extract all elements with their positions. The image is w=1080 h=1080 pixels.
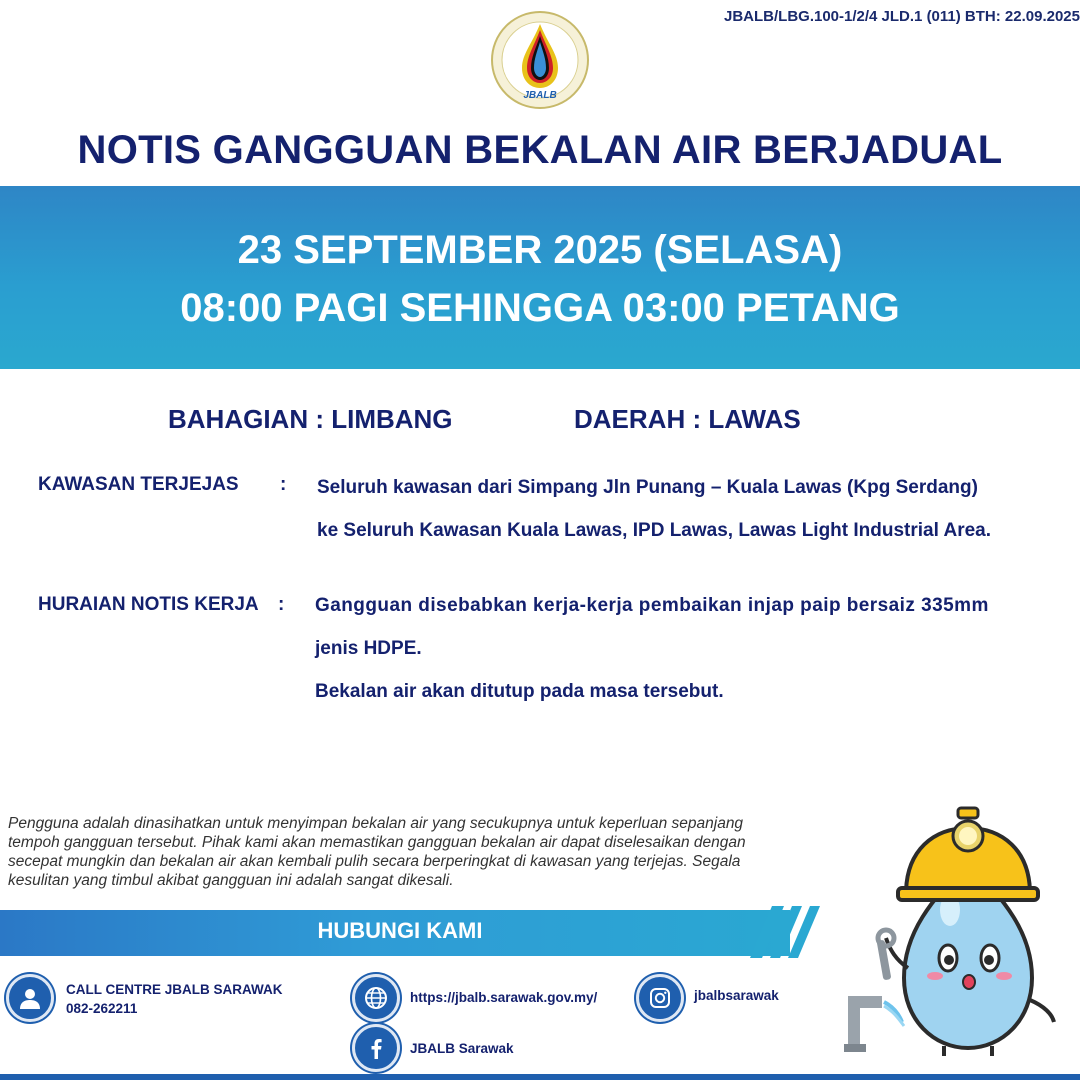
affected-area-label: KAWASAN TERJEJAS bbox=[38, 474, 239, 495]
facebook-icon bbox=[363, 1035, 389, 1061]
facebook-icon-wrap bbox=[352, 1024, 400, 1072]
affected-area-line-1: Seluruh kawasan dari Simpang Jln Punang – Kuala Lawas (Kpg Serdang) bbox=[317, 477, 978, 498]
district-label: DAERAH : LAWAS bbox=[574, 404, 801, 434]
work-description-line-2: jenis HDPE. bbox=[315, 638, 422, 659]
facebook-page[interactable]: JBALB Sarawak bbox=[410, 1041, 514, 1056]
person-icon bbox=[17, 985, 43, 1011]
jbalb-logo bbox=[490, 10, 590, 110]
notice-title: NOTIS GANGGUAN BEKALAN AIR BERJADUAL bbox=[77, 128, 1003, 172]
division-label: BAHAGIAN : LIMBANG bbox=[168, 404, 453, 434]
call-centre-label: CALL CENTRE JBALB SARAWAK bbox=[66, 982, 283, 997]
schedule-date: 23 SEPTEMBER 2025 (SELASA) bbox=[237, 228, 843, 272]
logo-wordmark: JBALB bbox=[523, 90, 557, 101]
schedule-band bbox=[0, 186, 1080, 369]
work-description-label: HURAIAN NOTIS KERJA bbox=[38, 594, 259, 615]
instagram-handle[interactable]: jbalbsarawak bbox=[694, 988, 779, 1003]
water-drop-mascot bbox=[840, 800, 1080, 1060]
call-centre-icon-wrap bbox=[6, 974, 54, 1022]
globe-icon bbox=[363, 985, 389, 1011]
affected-area-colon: : bbox=[280, 474, 287, 495]
website-icon-wrap bbox=[352, 974, 400, 1022]
work-description-colon: : bbox=[278, 594, 285, 615]
advice-paragraph: Pengguna adalah dinasihatkan untuk menyimpan bekalan air yang secukupnya untuk keperluan sepanjang tempoh gangguan tersebut. Pihak kami akan memastikan gangguan bekalan air dapat diselesaikan dengan secepat mungkin dan bekalan air akan kembali pulih secara berperingkat di kawasan yang terjejas. Segala kesulitan yang timbul akibat gangguan ini adalah sangat dikesali. bbox=[8, 815, 746, 889]
work-description-line-1: Gangguan disebabkan kerja-kerja pembaikan injap paip bersaiz 335mm bbox=[315, 595, 989, 616]
footer-line bbox=[0, 1074, 1080, 1080]
call-centre-phone[interactable]: 082-262211 bbox=[66, 1001, 138, 1016]
instagram-icon-wrap bbox=[636, 974, 684, 1022]
instagram-icon bbox=[647, 985, 673, 1011]
website-link[interactable]: https://jbalb.sarawak.gov.my/ bbox=[410, 990, 598, 1005]
reference-number: JBALB/LBG.100-1/2/4 JLD.1 (011) BTH: 22.09.2025 bbox=[724, 8, 1080, 25]
schedule-time: 08:00 PAGI SEHINGGA 03:00 PETANG bbox=[180, 286, 900, 330]
affected-area-line-2: ke Seluruh Kawasan Kuala Lawas, IPD Lawas, Lawas Light Industrial Area. bbox=[317, 520, 992, 541]
contact-heading: HUBUNGI KAMI bbox=[317, 918, 483, 943]
work-description-line-3: Bekalan air akan ditutup pada masa tersebut. bbox=[315, 681, 724, 702]
